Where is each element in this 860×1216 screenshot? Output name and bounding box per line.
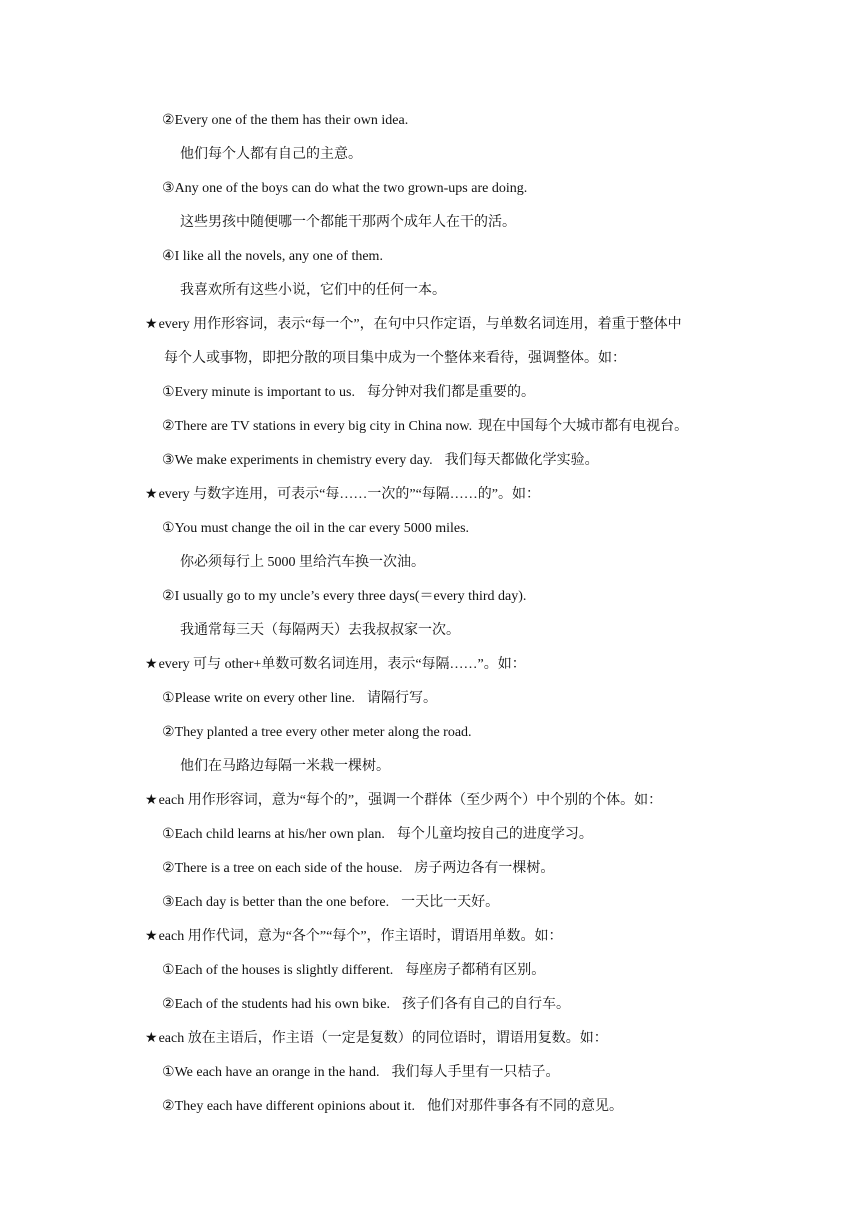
english-text: Please write on every other line. [174,691,355,706]
rule-text: each 放在主语后，作主语（一定是复数）的同位语时，谓语用复数。如： [158,1031,608,1046]
rule-heading [145,1029,608,1049]
example-sentence [162,383,535,403]
english-text: Each of the students had his own bike. [174,997,390,1012]
english-text: We make experiments in chemistry every day. [174,453,433,468]
english-text: Each of the houses is slightly different. [174,963,394,978]
example-sentence [162,1097,623,1117]
english-text: They each have different opinions about it. [174,1099,415,1114]
chinese-translation: 每个儿童均按自己的进度学习。 [396,827,593,842]
translation-line: 我喜欢所有这些小说，它们中的任何一本。 [180,283,446,298]
chinese-translation: 每座房子都稍有区别。 [405,963,546,978]
example-sentence [162,417,688,437]
chinese-translation: 一天比一天好。 [401,895,500,910]
english-text: There is a tree on each side of the house. [174,861,403,876]
rule-heading [145,927,563,947]
example-number: ① [162,385,175,400]
chinese-translation: 他们对那件事各有不同的意见。 [426,1099,623,1114]
english-text: They planted a tree every other meter along the road. [174,725,472,740]
star-icon: ★ [145,929,158,944]
chinese-translation: 现在中国每个大城市都有电视台。 [478,419,689,434]
example-sentence [162,519,469,539]
example-sentence [162,1063,559,1083]
example-number: ① [162,827,175,842]
translation-line: 他们每个人都有自己的主意。 [180,147,362,162]
english-text: There are TV stations in every big city in China now. [174,419,473,434]
translation-line: 你必须每行上 5000 里给汽车换一次油。 [180,555,425,570]
chinese-translation: 每分钟对我们都是重要的。 [366,385,535,400]
example-sentence [162,825,593,845]
star-icon: ★ [145,657,158,672]
star-icon: ★ [145,1031,158,1046]
translation-line: 他们在马路边每隔一米栽一棵树。 [180,759,390,774]
example-number: ② [162,997,175,1012]
example-sentence [162,961,545,981]
example-number: ① [162,1065,175,1080]
rule-heading [145,315,682,335]
example-number: ② [162,589,175,604]
rule-heading [145,485,540,505]
example-number: ① [162,963,175,978]
example-sentence [162,689,437,709]
english-text: I like all the novels, any one of them. [174,249,383,264]
english-text: Each child learns at his/her own plan. [174,827,385,842]
example-number: ② [162,725,175,740]
example-sentence [162,723,472,743]
rule-text: every 与数字连用，可表示“每……一次的”“每隔……的”。如： [158,487,541,502]
rule-text: every 用作形容词，表示“每一个”，在句中只作定语，与单数名词连用，着重于整体中 [158,317,682,332]
chinese-translation: 我们每天都做化学实验。 [444,453,599,468]
example-sentence [162,587,526,607]
english-text: We each have an orange in the hand. [174,1065,380,1080]
english-text: You must change the oil in the car every 5000 miles. [174,521,470,536]
example-number: ② [162,1099,175,1114]
rule-text: each 用作形容词，意为“每个的”，强调一个群体（至少两个）中个别的个体。如： [158,793,663,808]
rule-continuation: 每个人或事物，即把分散的项目集中成为一个整体来看待，强调整体。如： [164,351,626,366]
example-sentence [162,859,554,879]
star-icon: ★ [145,487,158,502]
translation-line: 我通常每三天（每隔两天）去我叔叔家一次。 [180,623,460,638]
translation-line: 这些男孩中随便哪一个都能干那两个成年人在干的活。 [180,215,516,230]
rule-heading [145,791,662,811]
rule-text: each 用作代词，意为“各个”“每个”，作主语时，谓语用单数。如： [158,929,563,944]
example-number: ③ [162,181,175,196]
star-icon: ★ [145,317,158,332]
example-number: ① [162,691,175,706]
rule-heading [145,655,526,675]
english-text: Every minute is important to us. [174,385,355,400]
example-sentence [162,111,408,131]
example-sentence [162,247,383,267]
example-number: ④ [162,249,175,264]
star-icon: ★ [145,793,158,808]
english-text: Any one of the boys can do what the two grown-ups are doing. [174,181,528,196]
example-number: ① [162,521,175,536]
example-number: ② [162,861,175,876]
example-number: ② [162,113,175,128]
example-number: ③ [162,895,175,910]
english-text: Each day is better than the one before. [174,895,390,910]
chinese-translation: 请隔行写。 [366,691,437,706]
example-number: ③ [162,453,175,468]
example-sentence [162,451,599,471]
chinese-translation: 房子两边各有一棵树。 [414,861,555,876]
example-number: ② [162,419,175,434]
rule-text: every 可与 other+单数可数名词连用，表示“每隔……”。如： [158,657,526,672]
chinese-translation: 我们每人手里有一只桔子。 [391,1065,560,1080]
chinese-translation: 孩子们各有自己的自行车。 [401,997,570,1012]
example-sentence [162,179,527,199]
example-sentence [162,893,499,913]
english-text: I usually go to my uncle’s every three days(＝every third day). [174,589,527,604]
english-text: Every one of the them has their own idea. [174,113,409,128]
example-sentence [162,995,570,1015]
